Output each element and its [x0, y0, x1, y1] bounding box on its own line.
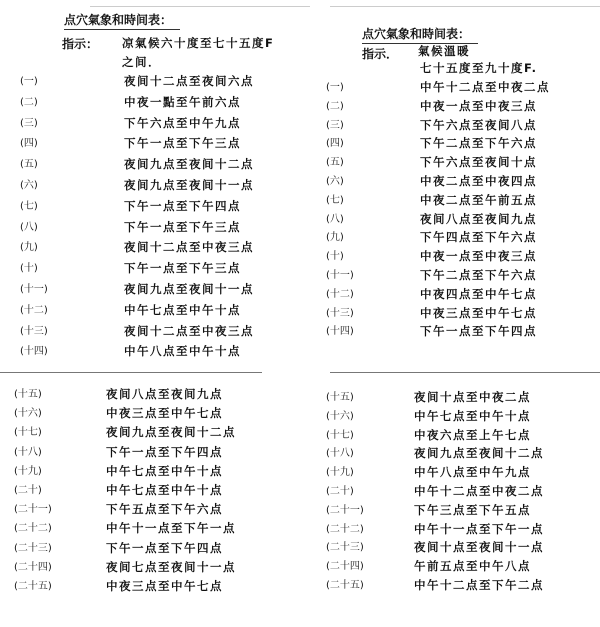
instruction-text: 七十五度至九十度F.: [420, 61, 538, 75]
row-number: (二十五): [326, 580, 364, 591]
row-number: (九): [20, 242, 38, 254]
instruction-text: 氣候溫暖: [418, 44, 470, 58]
row-number: (十二): [326, 288, 354, 300]
row-number: (二十一): [14, 504, 52, 516]
row-number: (四): [20, 138, 38, 150]
row-number: (十): [20, 263, 38, 275]
row-time-range: 中午七点至中午十点: [124, 302, 241, 317]
row-number: (二十二): [14, 523, 52, 535]
row-number: (十九): [326, 467, 354, 479]
row-time-range: 下午六点至夜间八点: [420, 117, 537, 132]
row-number: (一): [326, 82, 344, 93]
row-time-range: 中午十一点至下午一点: [106, 521, 236, 536]
row-time-range: 下午一点至下午四点: [106, 444, 223, 459]
row-time-range: 中夜二点至中夜四点: [420, 174, 537, 188]
row-time-range: 中夜四点至中午七点: [420, 286, 537, 301]
row-number: (十五): [326, 392, 354, 403]
row-number: (十六): [14, 408, 42, 420]
row-time-range: 夜间七点至夜间十一点: [106, 559, 236, 574]
row-time-range: 夜间八点至夜间九点: [420, 211, 537, 226]
row-time-range: 中午十二点至中夜二点: [414, 484, 544, 498]
row-time-range: 中夜三点至中午七点: [106, 579, 223, 593]
row-number: (二): [326, 100, 344, 112]
scan-edge-line: [330, 6, 600, 7]
row-number: (十七): [326, 429, 354, 441]
row-number: (十一): [20, 284, 48, 295]
row-number: (六): [326, 176, 344, 187]
row-time-range: 下午六点至夜间十点: [420, 155, 537, 170]
row-number: (八): [20, 221, 38, 233]
row-number: (二十四): [326, 561, 364, 573]
row-number: (七): [326, 194, 344, 206]
row-time-range: 中午十二点至下午二点: [414, 578, 544, 592]
row-time-range: 下午五点至下午六点: [106, 502, 223, 517]
row-time-range: 中午八点至中午九点: [414, 465, 531, 480]
row-time-range: 中午十二点至中夜二点: [420, 80, 550, 94]
row-time-range: 中夜三点至中午七点: [420, 305, 537, 320]
row-time-range: 下午一点至下午三点: [124, 261, 241, 276]
title-underline: [64, 29, 180, 30]
row-time-range: 夜间八点至夜间九点: [106, 387, 223, 401]
row-number: (一): [20, 76, 38, 87]
row-number: (二十一): [326, 504, 364, 516]
row-time-range: 中午七点至中午十点: [106, 483, 223, 497]
instruction-text: 之间．: [122, 55, 161, 69]
row-time-range: 夜间十点至中夜二点: [414, 390, 531, 404]
row-number: (十八): [326, 448, 354, 460]
row-time-range: 中夜二点至午前五点: [420, 192, 537, 207]
row-number: (十八): [14, 446, 42, 458]
row-time-range: 下午二点至下午六点: [420, 136, 537, 151]
row-time-range: 下午六点至中午九点: [124, 115, 241, 130]
row-time-range: 夜间九点至夜间十二点: [124, 157, 254, 172]
row-time-range: 中夜三点至中午七点: [106, 406, 223, 421]
row-number: (十五): [14, 389, 42, 400]
row-number: (十二): [20, 304, 48, 316]
row-time-range: 夜间九点至夜间十二点: [106, 425, 236, 440]
row-number: (八): [326, 213, 344, 225]
row-time-range: 下午二点至下午六点: [420, 268, 537, 282]
row-number: (四): [326, 138, 344, 150]
row-time-range: 下午一点至下午三点: [124, 136, 241, 151]
row-number: (二十三): [326, 542, 364, 554]
row-number: (二): [20, 96, 38, 108]
row-number: (二十五): [14, 581, 52, 592]
row-time-range: 下午三点至下午五点: [414, 502, 531, 517]
instruction-label: 指示．: [362, 47, 399, 61]
scan-edge-line: [90, 6, 310, 7]
row-number: (十七): [14, 427, 42, 439]
row-time-range: 中午七点至中午十点: [106, 463, 223, 478]
row-time-range: 中夜六点至上午七点: [414, 427, 531, 442]
row-number: (十六): [326, 410, 354, 422]
row-time-range: 夜间九点至夜间十二点: [414, 446, 544, 461]
row-time-range: 夜间十点至夜间十一点: [414, 540, 544, 555]
row-number: (二十): [14, 485, 42, 496]
row-number: (六): [20, 180, 38, 191]
row-time-range: 夜间十二点至中夜三点: [124, 323, 254, 338]
row-time-range: 夜间九点至夜间十一点: [124, 282, 254, 296]
row-number: (九): [326, 232, 344, 244]
row-time-range: 中夜一点至中夜三点: [420, 98, 537, 113]
row-time-range: 夜间十二点至夜间六点: [124, 74, 254, 88]
row-time-range: 中夜一點至午前六点: [124, 94, 241, 109]
row-time-range: 中夜一点至中夜三点: [420, 249, 537, 264]
row-number: (十四): [20, 346, 48, 358]
row-time-range: 夜间九点至夜间十一点: [124, 178, 254, 192]
row-number: (五): [20, 159, 38, 171]
row-number: (十三): [326, 307, 354, 319]
row-number: (二十四): [14, 561, 52, 573]
divider-line: [0, 372, 262, 373]
right-table-title: 点穴氣象和時间表：: [362, 27, 471, 41]
row-number: (十四): [326, 326, 354, 338]
row-time-range: 下午一点至下午三点: [124, 219, 241, 234]
row-time-range: 午前五点至中午八点: [414, 559, 531, 574]
divider-line: [330, 372, 600, 373]
row-number: (二十): [326, 486, 354, 497]
row-number: (十九): [14, 465, 42, 477]
row-number: (二十三): [14, 542, 52, 554]
row-time-range: 下午一点至下午四点: [106, 540, 223, 555]
row-time-range: 下午一点至下午四点: [420, 324, 537, 339]
row-time-range: 夜间十二点至中夜三点: [124, 240, 254, 255]
row-number: (十): [326, 251, 344, 263]
row-number: (十三): [20, 325, 48, 337]
row-number: (十一): [326, 270, 354, 281]
row-time-range: 中午十一点至下午一点: [414, 521, 544, 536]
row-number: (三): [326, 119, 344, 131]
row-time-range: 下午一点至下午四点: [124, 198, 241, 213]
row-number: (二十二): [326, 523, 364, 535]
row-number: (七): [20, 200, 38, 212]
row-time-range: 下午四点至下午六点: [420, 230, 537, 245]
left-table-title: 点穴氣象和時间表：: [64, 13, 173, 27]
row-time-range: 中午七点至中午十点: [414, 408, 531, 423]
row-time-range: 中午八点至中午十点: [124, 344, 241, 359]
row-number: (三): [20, 117, 38, 129]
instruction-text: 凉氣候六十度至七十五度F: [122, 36, 275, 50]
instruction-label: 指示：: [62, 37, 99, 51]
row-number: (五): [326, 157, 344, 169]
